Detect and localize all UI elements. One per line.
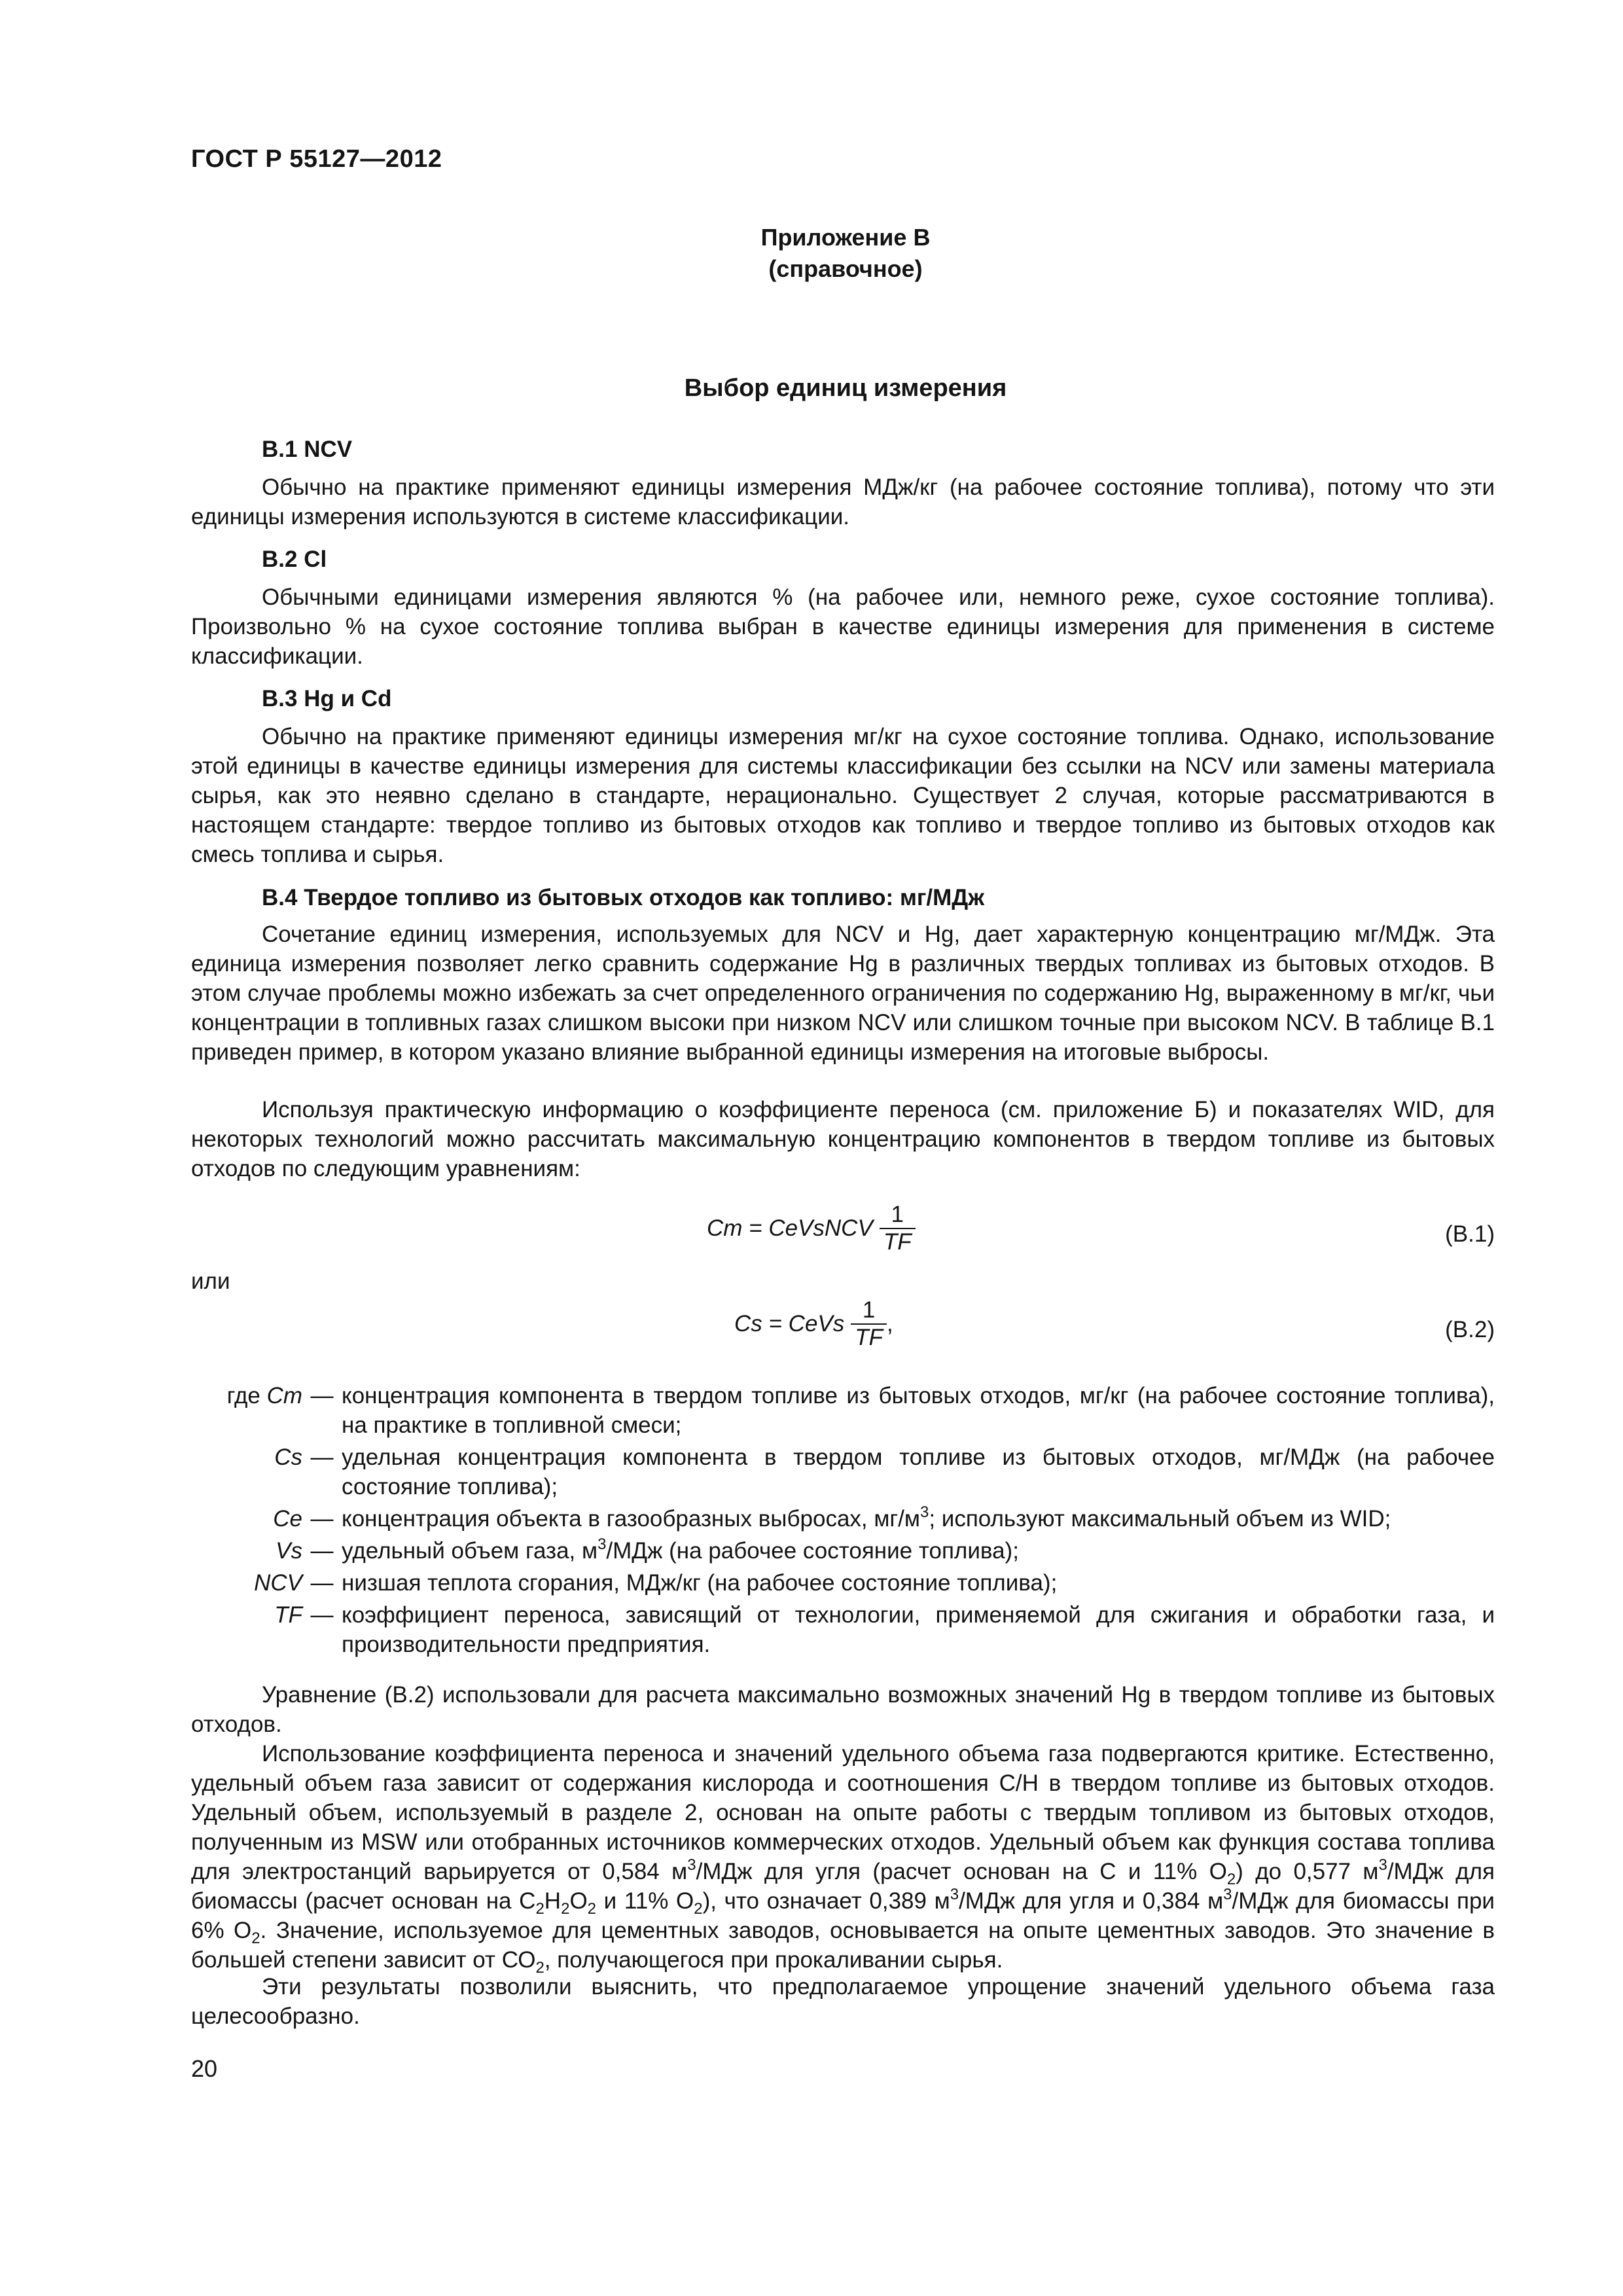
- paragraph-closing-3: Эти результаты позволили выяснить, что предполагаемое упрощение значений удельного объема газа целесообразно.: [191, 1974, 1495, 2029]
- equation-b1-numerator: 1: [891, 1202, 904, 1227]
- paragraph-b3: Обычно на практике применяют единицы измерения мг/кг на сухое состояние топлива. Однако, использование этой единицы в качестве единицы измерения для системы классификации без ссылки на NCV или замены материала сырья, как это неявно сделано в стандарте, нерационально. Существует 2 случая, которые рассматриваются в настоящем стандарте: твердое топливо из бытовых отходов как топливо и твердое топливо из бытовых отходов как смесь топлива и сырья.: [191, 724, 1495, 867]
- heading-b4: В.4 Твердое топливо из бытовых отходов как топливо: мг/МДж: [262, 885, 985, 910]
- equation-b1-number: (В.1): [1445, 1221, 1495, 1247]
- definition-prefix: где: [226, 1383, 267, 1408]
- paragraph-b1: Обычно на практике применяют единицы измерения МДж/кг (на рабочее состояние топлива), потому что эти единицы измерения используются в системе классификации.: [191, 475, 1495, 529]
- appendix-title: Приложение В: [760, 224, 931, 251]
- appendix-subtitle: (справочное): [768, 255, 923, 282]
- definition-ce: Ce — концентрация объекта в газообразных выбросах, $мг/м^3$; используют максимальный объем из WID;: [191, 1504, 1495, 1534]
- definition-ncv: NCV — низшая теплота сгорания, МДж/кг (на рабочее состояние топлива);: [191, 1568, 1495, 1598]
- equation-b1-fraction: [880, 1202, 916, 1255]
- definition-text-cs: удельная концентрация компонента в твердом топливе из бытовых отходов, мг/МДж (на рабочее состояние топлива);: [342, 1444, 1495, 1499]
- definition-term-vs: Vs: [276, 1538, 302, 1564]
- definition-text-vs: удельный объем газа, $м^3$/МДж (на рабочее состояние топлива);: [342, 1535, 1019, 1564]
- paragraph-b2: Обычными единицами измерения являются % (на рабочее или, немного реже, сухое состояние топлива). Произвольно % на сухое состояние топлива выбран в качестве единицы измерения для применения в системе классификации.: [191, 584, 1495, 669]
- equation-b1-lhs: Cm = CeVsNCV: [707, 1215, 873, 1241]
- paragraph-closing-2: Использование коэффициента переноса и значений удельного объема газа подвергаются критике. Естественно, удельный объем газа зависит от содержания кислорода и соотношения С/Н в твердом топливе из бытовых отходов. Удельный объем, используемый в разделе 2, основан на опыте работы с твердым топливом из бытовых отходов, полученным из MSW или отобранных источников коммерческих отходов. Удельный объем как функция состава топлива для электростанций варьируется от 0,584 $м^3$/МДж для угля (расчет основан на С и 11% $О_2$) до 0,577 $м^3$/МДж для биомассы (расчет основан на $С_2Н_2О_2$ и 11% $О_2$), что означает 0,389 $м^3$/МДж для угля и 0,384 $м^3$/МДж для биомассы при 6% $О_2$. Значение, используемое для цементных заводов, основывается на опыте цементных заводов. Это значение в большей степени зависит от $СО_2$, получающегося при прокаливании сырья.: [191, 1741, 1495, 1977]
- definition-text-cm: концентрация компонента в твердом топливе из бытовых отходов, мг/кг (на рабочее состояние топлива), на практике в топливной смеси;: [342, 1383, 1495, 1438]
- heading-b2: В.2 Cl: [262, 547, 327, 572]
- definition-cs: Cs — удельная концентрация компонента в твердом топливе из бытовых отходов, мг/МДж (на рабочее состояние топлива);: [191, 1443, 1495, 1501]
- definition-text-tf: коэффициент переноса, зависящий от технологии, применяемой для сжигания и обработки газа, и производительности предприятия.: [342, 1602, 1495, 1657]
- definition-cm: где Cm — концентрация компонента в твердом топливе из бытовых отходов, мг/кг (на рабочее состояние топлива), на практике в топливной смеси;: [191, 1381, 1495, 1440]
- paragraph-b4-2: Используя практическую информацию о коэффициенте переноса (см. приложение Б) и показателях WID, для некоторых технологий можно рассчитать максимальную концентрацию компонентов в твердом топливе из бытовых отходов по следующим уравнениям:: [191, 1097, 1495, 1181]
- heading-b3: В.3 Hg и Cd: [262, 686, 392, 711]
- or-label: или: [191, 1268, 230, 1294]
- definition-text-ncv: низшая теплота сгорания, МДж/кг (на рабочее состояние топлива);: [342, 1570, 1058, 1596]
- definition-text-ce: концентрация объекта в газообразных выбросах, $мг/м^3$; используют максимальный объем из WID;: [342, 1503, 1391, 1532]
- equation-b2-fraction: [851, 1297, 887, 1351]
- definition-term-cm: Cm: [266, 1383, 302, 1408]
- definition-term-ncv: NCV: [254, 1570, 302, 1596]
- equation-b2-lhs: Cs = CeVs: [734, 1311, 845, 1336]
- standard-number: ГОСТ Р 55127—2012: [191, 145, 442, 173]
- definition-tf: TF — коэффициент переноса, зависящий от технологии, применяемой для сжигания и обработки газа, и производительности предприятия.: [191, 1600, 1495, 1659]
- paragraph-b4-1: Сочетание единиц измерения, используемых для NCV и Hg, дает характерную концентрацию мг/МДж. Эта единица измерения позволяет легко сравнить содержание Hg в различных твердых топливах из бытовых отходов. В этом случае проблемы можно избежать за счет определенного ограничения по содержанию Hg, выраженному в мг/кг, чьи концентрации в топливных газах слишком высоки при низком NCV или слишком точные при высоком NCV. В таблице В.1 приведен пример, в котором указано влияние выбранной единицы измерения на итоговые выбросы.: [191, 922, 1495, 1065]
- equation-b2-number: (В.2): [1445, 1317, 1495, 1342]
- equation-b2-comma: ,: [887, 1311, 893, 1336]
- page-number: 20: [191, 2055, 218, 2082]
- definition-term-tf: TF: [274, 1602, 302, 1628]
- definition-term-ce: Ce: [273, 1506, 302, 1532]
- definition-vs: Vs — удельный объем газа, $м^3$/МДж (на рабочее состояние топлива);: [191, 1536, 1495, 1566]
- equation-b2-numerator: 1: [862, 1297, 876, 1323]
- definition-term-cs: Cs: [274, 1444, 302, 1470]
- paragraph-closing-1: Уравнение (В.2) использовали для расчета максимально возможных значений Hg в твердом топливе из бытовых отходов.: [191, 1682, 1495, 1737]
- equation-b2: [734, 1297, 893, 1351]
- equation-b2-denominator: TF: [851, 1323, 887, 1351]
- section-title: Выбор единиц измерения: [684, 374, 1007, 402]
- equation-b1-denominator: TF: [880, 1228, 916, 1255]
- definitions-list: [191, 1381, 1495, 1662]
- equation-b1: [707, 1202, 916, 1255]
- heading-b1: В.1 NCV: [262, 437, 353, 462]
